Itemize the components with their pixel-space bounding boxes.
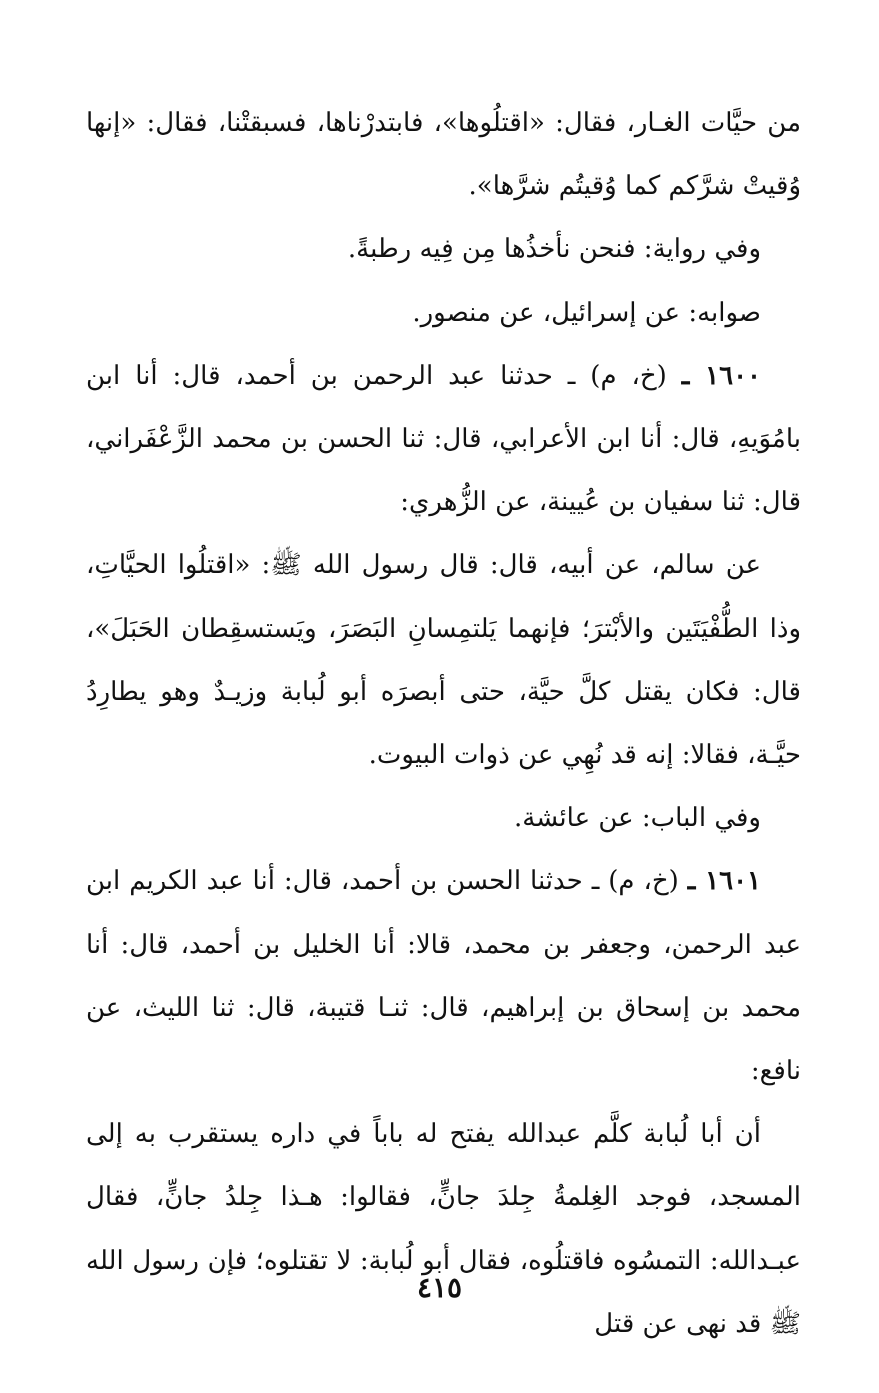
hadith-1601 [86, 850, 801, 1103]
paragraph-2-text: وفي رواية: فنحن نأخذُها مِن فِيه رطبةً. [347, 234, 761, 265]
paragraph-6 [86, 787, 801, 850]
paragraph-8-text: أن أبا لُبابة كلَّم عبدالله يفتح له باباً في داره يستقرب به إلى المسجد، فوجد الغِلمةُ جِلدَ جانٍّ، فقالوا: هـذا جِلدُ جانٍّ، فقال عبـدالله: التمسُوه فاقتلُوه، فقال أبو لُبابة: لا تقتلوه؛ فإن رسول الله ﷺ قد نهى عن قتل [86, 1119, 801, 1339]
hadith-1600 [86, 345, 801, 535]
page-number: ٤١٥ [416, 1271, 463, 1304]
paragraph-1-text: من حيَّات الغـار، فقال: «اقتلُوها»، فابتدرْناها، فسبقتْنا، فقال: «إنها وُقيتْ شرَّكم كما وُقيتُم شرَّها». [86, 108, 801, 202]
hadith-number: ١٦٠٠ ـ [681, 360, 761, 391]
paragraph-5-text: عن سالم، عن أبيه، قال: قال رسول الله ﷺ: «اقتلُوا الحيَّاتِ، وذا الطُّفْيَتَين والأبْترَ؛ فإنهما يَلتمِسانِ البَصَرَ، ويَستسقِطان الحَبَلَ»، قال: فكان يقتل كلَّ حيَّة، حتى أبصرَه أبو لُبابة وزيـدٌ وهو يطارِدُ حيَّـة، فقالا: إنه قد نُهِي عن ذوات البيوت. [86, 550, 801, 771]
paragraph-3-text: صوابه: عن إسرائيل، عن منصور. [412, 297, 761, 328]
paragraph-6-text: وفي الباب: عن عائشة. [514, 803, 761, 834]
paragraph-2 [86, 218, 801, 281]
hadith-number: ١٦٠١ ـ [687, 866, 762, 897]
paragraph-8 [86, 1103, 801, 1356]
paragraph-3 [86, 282, 801, 345]
paragraph-1 [86, 92, 801, 218]
paragraph-5 [86, 534, 801, 787]
hadith-1601-text: (خ، م) ـ حدثنا الحسن بن أحمد، قال: أنا عبد الكريم ابن عبد الرحمن، وجعفر بن محمد، قالا: أنا الخليل بن أحمد، قال: أنا محمد بن إسحاق بن إبراهيم، قال: ثنـا قتيبة، قال: ثنا الليث، عن نافع: [86, 866, 801, 1087]
hadith-1600-text: (خ، م) ـ حدثنا عبد الرحمن بن أحمد، قال: أنا ابن بامُوَيهِ، قال: أنا ابن الأعرابي، قال: ثنا الحسن بن محمد الزَّعْفَراني، قال: ثنا سفيان بن عُيينة، عن الزُّهري: [86, 360, 801, 518]
page-body [86, 92, 801, 1356]
